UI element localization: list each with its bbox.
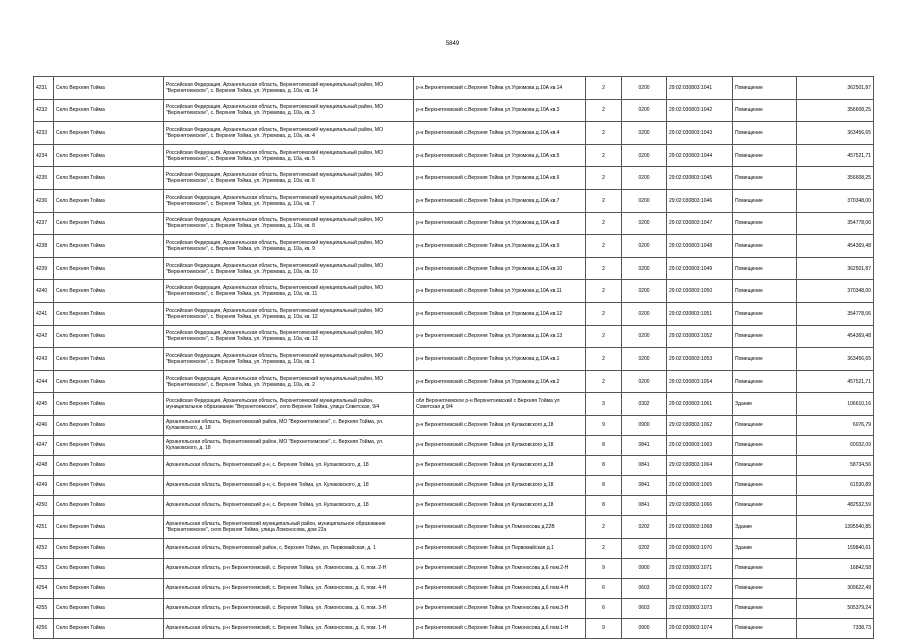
object-type-cell: Помещение bbox=[733, 558, 797, 578]
address-cell: Архангельская область, р-н Верхнетоемский, с. Верхняя Тойма, ул. Ломоносова, д. 6, пом. 3-Н bbox=[164, 598, 414, 618]
cadastral-number-cell: 29:02:030803:1062 bbox=[667, 415, 733, 435]
cadastral-value-cell: 362501,87 bbox=[797, 257, 874, 280]
row-number-cell: 4231 bbox=[34, 77, 54, 100]
cadastral-value-cell: 370348,00 bbox=[797, 280, 874, 303]
settlement-cell: Село Верхняя Тойма bbox=[54, 618, 164, 638]
settlement-cell: Село Верхняя Тойма bbox=[54, 257, 164, 280]
category-code-cell: 8 bbox=[586, 475, 622, 495]
type-code-cell: 0841 bbox=[622, 475, 667, 495]
type-code-cell: 0200 bbox=[622, 189, 667, 212]
category-code-cell: 2 bbox=[586, 302, 622, 325]
row-number-cell: 4237 bbox=[34, 212, 54, 235]
cadastral-number-cell: 29:02:030803:1043 bbox=[667, 122, 733, 145]
object-type-cell: Помещение bbox=[733, 257, 797, 280]
type-code-cell: 0200 bbox=[622, 325, 667, 348]
category-code-cell: 2 bbox=[586, 122, 622, 145]
location-cell: р-н Верхнетоемский с.Верхняя Тойма ул Первомайская д.1 bbox=[414, 538, 586, 558]
table-row bbox=[34, 495, 874, 515]
settlement-cell: Село Верхняя Тойма bbox=[54, 348, 164, 371]
settlement-cell: Село Верхняя Тойма bbox=[54, 435, 164, 455]
cadastral-number-cell: 29:02:030803:1053 bbox=[667, 348, 733, 371]
type-code-cell: 0200 bbox=[622, 144, 667, 167]
table-row bbox=[34, 435, 874, 455]
address-cell: Архангельская область, р-н Верхнетоемский, с. Верхняя Тойма, ул. Ломоносова, д. 6, пом. 4-Н bbox=[164, 578, 414, 598]
type-code-cell: 0841 bbox=[622, 455, 667, 475]
cadastral-value-cell: 1395540,85 bbox=[797, 515, 874, 538]
settlement-cell: Село Верхняя Тойма bbox=[54, 144, 164, 167]
address-cell: Российская Федерация, Архангельская область, Верхнетоемский муниципальный район, МО "Верхнетоемское", с. Верхняя Тойма, ул. Угрюмова, д. 10а, кв. 2 bbox=[164, 370, 414, 393]
type-code-cell: 0841 bbox=[622, 495, 667, 515]
type-code-cell: 0200 bbox=[622, 257, 667, 280]
settlement-cell: Село Верхняя Тойма bbox=[54, 538, 164, 558]
address-cell: Российская Федерация, Архангельская область, Верхнетоемский муниципальный район, МО "Верхнетоемское", с. Верхняя Тойма, ул. Угрюмова, д. 10а, кв. 7 bbox=[164, 189, 414, 212]
cadastral-value-cell: 363456,65 bbox=[797, 348, 874, 371]
row-number-cell: 4256 bbox=[34, 618, 54, 638]
object-type-cell: Помещение bbox=[733, 77, 797, 100]
cadastral-value-cell: 60032,09 bbox=[797, 435, 874, 455]
settlement-cell: Село Верхняя Тойма bbox=[54, 122, 164, 145]
table-row bbox=[34, 257, 874, 280]
table-row bbox=[34, 370, 874, 393]
object-type-cell: Помещение bbox=[733, 235, 797, 258]
type-code-cell: 0200 bbox=[622, 77, 667, 100]
category-code-cell: 8 bbox=[586, 495, 622, 515]
category-code-cell: 8 bbox=[586, 435, 622, 455]
category-code-cell: 8 bbox=[586, 455, 622, 475]
cadastral-number-cell: 29:02:030803:1070 bbox=[667, 538, 733, 558]
cadastral-value-cell: 106610,16 bbox=[797, 393, 874, 416]
location-cell: р-н Верхнетоемский с.Верхняя Тойма ул Кулаковского д.18 bbox=[414, 435, 586, 455]
type-code-cell: 0200 bbox=[622, 370, 667, 393]
cadastral-number-cell: 29:02:030803:1044 bbox=[667, 144, 733, 167]
table-row bbox=[34, 475, 874, 495]
row-number-cell: 4254 bbox=[34, 578, 54, 598]
object-type-cell: Помещение bbox=[733, 144, 797, 167]
row-number-cell: 4238 bbox=[34, 235, 54, 258]
type-code-cell: 0900 bbox=[622, 415, 667, 435]
row-number-cell: 4245 bbox=[34, 393, 54, 416]
location-cell: р-н Верхнетоемский с.Верхняя Тойма ул Угрюмова д.10А кв.2 bbox=[414, 370, 586, 393]
cadastral-value-cell: 363456,65 bbox=[797, 122, 874, 145]
page-number: 5849 bbox=[445, 41, 460, 47]
location-cell: р-н Верхнетоемский с.Верхняя Тойма ул Кулаковского д.18 bbox=[414, 415, 586, 435]
table-row bbox=[34, 99, 874, 122]
category-code-cell: 6 bbox=[586, 578, 622, 598]
settlement-cell: Село Верхняя Тойма bbox=[54, 415, 164, 435]
row-number-cell: 4232 bbox=[34, 99, 54, 122]
row-number-cell: 4246 bbox=[34, 415, 54, 435]
object-type-cell: Здание bbox=[733, 515, 797, 538]
row-number-cell: 4247 bbox=[34, 435, 54, 455]
address-cell: Российская Федерация, Архангельская область, Верхнетоемский муниципальный район, МО "Верхнетоемское", с. Верхняя Тойма, ул. Угрюмова, д. 10а, кв. 14 bbox=[164, 77, 414, 100]
address-cell: Российская Федерация, Архангельская область, Верхнетоемский муниципальный район, МО "Верхнетоемское", с. Верхняя Тойма, ул. Угрюмова, д. 10а, кв. 6 bbox=[164, 167, 414, 190]
location-cell: р-н Верхнетоемский с.Верхняя Тойма ул Угрюмова д.10А кв.11 bbox=[414, 280, 586, 303]
address-cell: Российская Федерация, Архангельская область, Верхнетоемский муниципальный район, МО "Верхнетоемское", с. Верхняя Тойма, ул. Угрюмова, д. 10а, кв. 11 bbox=[164, 280, 414, 303]
settlement-cell: Село Верхняя Тойма bbox=[54, 578, 164, 598]
location-cell: р-н Верхнетоемский с.Верхняя Тойма ул.Угрюмова д.10А кв.7 bbox=[414, 189, 586, 212]
table-row bbox=[34, 455, 874, 475]
settlement-cell: Село Верхняя Тойма bbox=[54, 495, 164, 515]
object-type-cell: Помещение bbox=[733, 475, 797, 495]
type-code-cell: 0900 bbox=[622, 558, 667, 578]
location-cell: р-н Верхнетоемский с.Верхняя Тойма ул Ломоносова д.6 пом.3-Н bbox=[414, 598, 586, 618]
address-cell: Архангельская область, Верхнетоемский р-н, с. Верхняя Тойма, ул. Кулаковского, д. 18 bbox=[164, 455, 414, 475]
location-cell: р-н Верхнетоемский с.Верхняя Тойма ул Кулаковского д.18 bbox=[414, 495, 586, 515]
location-cell: р-н Верхнетоемский с.Верхняя Тойма ул Ломоносова д.22В bbox=[414, 515, 586, 538]
location-cell: р-н Верхнетоемский с.Верхняя Тойма ул.Угрюмова д.10А кв.4 bbox=[414, 122, 586, 145]
type-code-cell: 0841 bbox=[622, 435, 667, 455]
cadastral-value-cell: 356608,25 bbox=[797, 99, 874, 122]
location-cell: р-н Верхнетоемский с.Верхняя Тойма ул Ломоносова д.6 пом.1-Н bbox=[414, 618, 586, 638]
cadastral-number-cell: 29:02:030803:1063 bbox=[667, 435, 733, 455]
settlement-cell: Село Верхняя Тойма bbox=[54, 475, 164, 495]
row-number-cell: 4236 bbox=[34, 189, 54, 212]
row-number-cell: 4250 bbox=[34, 495, 54, 515]
type-code-cell: 0202 bbox=[622, 515, 667, 538]
cadastral-number-cell: 29:02:030803:1049 bbox=[667, 257, 733, 280]
cadastral-value-cell: 354778,06 bbox=[797, 302, 874, 325]
object-type-cell: Помещение bbox=[733, 348, 797, 371]
cadastral-number-cell: 29:02:030803:1052 bbox=[667, 325, 733, 348]
cadastral-value-cell: 356608,25 bbox=[797, 167, 874, 190]
table-row bbox=[34, 415, 874, 435]
cadastral-number-cell: 29:02:030803:1068 bbox=[667, 515, 733, 538]
object-type-cell: Помещение bbox=[733, 495, 797, 515]
cadastral-number-cell: 29:02:030803:1054 bbox=[667, 370, 733, 393]
row-number-cell: 4249 bbox=[34, 475, 54, 495]
cadastral-value-cell: 482532,59 bbox=[797, 495, 874, 515]
cadastral-number-cell: 29:02:030803:1048 bbox=[667, 235, 733, 258]
object-type-cell: Помещение bbox=[733, 435, 797, 455]
object-type-cell: Помещение bbox=[733, 370, 797, 393]
location-cell: р-н Верхнетоемский с.Верхняя Тойма ул Угрюмова д.10А кв.3 bbox=[414, 99, 586, 122]
cadastral-number-cell: 29:02:030803:1051 bbox=[667, 302, 733, 325]
type-code-cell: 0200 bbox=[622, 167, 667, 190]
cadastral-value-cell: 505379,24 bbox=[797, 598, 874, 618]
row-number-cell: 4243 bbox=[34, 348, 54, 371]
location-cell: р-н Верхнетоемский с.Верхняя Тойма ул Угрюмова д.10А кв.10 bbox=[414, 257, 586, 280]
table-row bbox=[34, 235, 874, 258]
type-code-cell: 0200 bbox=[622, 212, 667, 235]
table-row bbox=[34, 77, 874, 100]
location-cell: р-н.Верхнетоемский с.Верхняя Тойма ул.Угрюмова д.10А кв.9 bbox=[414, 235, 586, 258]
type-code-cell: 0200 bbox=[622, 348, 667, 371]
object-type-cell: Помещение bbox=[733, 415, 797, 435]
location-cell: р-н Верхнетоемский с.Верхняя Тойма ул Кулаковского д.18 bbox=[414, 475, 586, 495]
row-number-cell: 4248 bbox=[34, 455, 54, 475]
cadastral-value-cell: 457521,71 bbox=[797, 370, 874, 393]
object-type-cell: Помещение bbox=[733, 167, 797, 190]
cadastral-number-cell: 29:02:030803:1042 bbox=[667, 99, 733, 122]
category-code-cell: 9 bbox=[586, 618, 622, 638]
registry-table bbox=[33, 76, 874, 639]
category-code-cell: 2 bbox=[586, 144, 622, 167]
table-row bbox=[34, 515, 874, 538]
category-code-cell: 2 bbox=[586, 348, 622, 371]
settlement-cell: Село Верхняя Тойма bbox=[54, 212, 164, 235]
row-number-cell: 4251 bbox=[34, 515, 54, 538]
object-type-cell: Помещение bbox=[733, 598, 797, 618]
location-cell: р-н Верхнетоемский с.Верхняя Тойма ул Ломоносова д.6 пом.4-Н bbox=[414, 578, 586, 598]
address-cell: Архангельская область, р-н Верхнетоемский, с. Верхняя Тойма, ул. Ломоносова, д. 6, пом. 1-Н bbox=[164, 618, 414, 638]
category-code-cell: 2 bbox=[586, 515, 622, 538]
location-cell: р-н Верхнетоемский с.Верхняя Тойма ул Угрюмова д.10А кв.8 bbox=[414, 212, 586, 235]
object-type-cell: Здание bbox=[733, 538, 797, 558]
category-code-cell: 2 bbox=[586, 235, 622, 258]
settlement-cell: Село Верхняя Тойма bbox=[54, 167, 164, 190]
row-number-cell: 4252 bbox=[34, 538, 54, 558]
object-type-cell: Помещение bbox=[733, 280, 797, 303]
type-code-cell: 0603 bbox=[622, 578, 667, 598]
category-code-cell: 2 bbox=[586, 99, 622, 122]
cadastral-value-cell: 159840,61 bbox=[797, 538, 874, 558]
cadastral-number-cell: 29:02:030803:1073 bbox=[667, 598, 733, 618]
category-code-cell: 3 bbox=[586, 393, 622, 416]
cadastral-value-cell: 7338,73 bbox=[797, 618, 874, 638]
row-number-cell: 4253 bbox=[34, 558, 54, 578]
address-cell: Архангельская область, Верхнетоемский р-н, с. Верхняя Тойма, ул. Кулаковского, д. 18 bbox=[164, 495, 414, 515]
cadastral-number-cell: 29:02:030803:1064 bbox=[667, 455, 733, 475]
object-type-cell: Помещение bbox=[733, 302, 797, 325]
settlement-cell: Село Верхняя Тойма bbox=[54, 280, 164, 303]
cadastral-number-cell: 29:02:030803:1050 bbox=[667, 280, 733, 303]
object-type-cell: Помещение bbox=[733, 212, 797, 235]
object-type-cell: Здание bbox=[733, 393, 797, 416]
table-row bbox=[34, 122, 874, 145]
object-type-cell: Помещение bbox=[733, 578, 797, 598]
cadastral-value-cell: 454369,48 bbox=[797, 325, 874, 348]
address-cell: Российская Федерация, Архангельская область, Верхнетоемский муниципальный район, МО "Верхнетоемское", с. Верхняя Тойма, ул. Угрюмова, д. 10а, кв. 13 bbox=[164, 325, 414, 348]
settlement-cell: Село Верхняя Тойма bbox=[54, 77, 164, 100]
category-code-cell: 2 bbox=[586, 325, 622, 348]
cadastral-number-cell: 29:02:030803:1065 bbox=[667, 475, 733, 495]
category-code-cell: 2 bbox=[586, 280, 622, 303]
type-code-cell: 0200 bbox=[622, 280, 667, 303]
type-code-cell: 0200 bbox=[622, 235, 667, 258]
category-code-cell: 2 bbox=[586, 167, 622, 190]
address-cell: Российская Федерация, Архангельская область, Верхнетоемский муниципальный район, МО "Верхнетоемское", с. Верхняя Тойма, ул. Угрюмова, д. 10а, кв. 5 bbox=[164, 144, 414, 167]
type-code-cell: 0302 bbox=[622, 393, 667, 416]
cadastral-number-cell: 29:02:030803:1066 bbox=[667, 495, 733, 515]
address-cell: Архангельская область, Верхнетоемский район, МО "Верхнетоемское", с. Верхняя Тойма, ул. Кулаковского, д. 18 bbox=[164, 415, 414, 435]
cadastral-number-cell: 29:02:030803:1045 bbox=[667, 167, 733, 190]
row-number-cell: 4234 bbox=[34, 144, 54, 167]
table-row bbox=[34, 618, 874, 638]
table-row bbox=[34, 538, 874, 558]
address-cell: Архангельская область, Верхнетоемский район, с. Верхняя Тойма, ул. Первомайская, д. 1 bbox=[164, 538, 414, 558]
category-code-cell: 9 bbox=[586, 558, 622, 578]
row-number-cell: 4240 bbox=[34, 280, 54, 303]
category-code-cell: 2 bbox=[586, 189, 622, 212]
object-type-cell: Помещение bbox=[733, 189, 797, 212]
object-type-cell: Помещение bbox=[733, 325, 797, 348]
object-type-cell: Помещение bbox=[733, 618, 797, 638]
table-row bbox=[34, 167, 874, 190]
cadastral-value-cell: 6076,79 bbox=[797, 415, 874, 435]
type-code-cell: 0200 bbox=[622, 122, 667, 145]
table-row bbox=[34, 348, 874, 371]
settlement-cell: Село Верхняя Тойма bbox=[54, 302, 164, 325]
location-cell: р-н Верхнетоемский с.Верхняя Тойма ул Кулаковского д.18 bbox=[414, 455, 586, 475]
type-code-cell: 0200 bbox=[622, 302, 667, 325]
address-cell: Российская Федерация, Архангельская область, Верхнетоемский муниципальный район, МО "Верхнетоемское", с. Верхняя Тойма, ул. Угрюмова, д. 10а, кв. 10 bbox=[164, 257, 414, 280]
cadastral-number-cell: 29:02:030803:1041 bbox=[667, 77, 733, 100]
location-cell: р-н Верхнетоемский с.Верхняя Тойма ул Угрюмова д.10А кв.6 bbox=[414, 167, 586, 190]
row-number-cell: 4244 bbox=[34, 370, 54, 393]
type-code-cell: 0202 bbox=[622, 538, 667, 558]
category-code-cell: 2 bbox=[586, 77, 622, 100]
table-row bbox=[34, 325, 874, 348]
row-number-cell: 4239 bbox=[34, 257, 54, 280]
address-cell: Архангельская область, р-н Верхнетоемский, с. Верхняя Тойма, ул. Ломоносова, д. 6, пом. 2-Н bbox=[164, 558, 414, 578]
row-number-cell: 4242 bbox=[34, 325, 54, 348]
address-cell: Архангельская область, Верхнетоемский муниципальный район, муниципальное образование "Верхнетоемское", село Верхняя Тойма, улица Ломоносова, дом 22а bbox=[164, 515, 414, 538]
settlement-cell: Село Верхняя Тойма bbox=[54, 99, 164, 122]
address-cell: Архангельская область, Верхнетоемский р-н, с. Верхняя Тойма, ул. Кулаковского, д. 18 bbox=[164, 475, 414, 495]
settlement-cell: Село Верхняя Тойма bbox=[54, 455, 164, 475]
address-cell: Российская Федерация, Архангельская область, Верхнетоемский муниципальный район, МО "Верхнетоемское", с. Верхняя Тойма, ул. Угрюмова, д. 10а, кв. 12 bbox=[164, 302, 414, 325]
address-cell: Архангельская область, Верхнетоемский район, МО "Верхнетоемское", с. Верхняя Тойма, ул. Кулаковского, д. 18 bbox=[164, 435, 414, 455]
object-type-cell: Помещение bbox=[733, 455, 797, 475]
settlement-cell: Село Верхняя Тойма bbox=[54, 515, 164, 538]
table-row bbox=[34, 598, 874, 618]
cadastral-value-cell: 362501,87 bbox=[797, 77, 874, 100]
table-row bbox=[34, 302, 874, 325]
address-cell: Российская Федерация, Архангельская область, Верхнетоемский муниципальный район, МО "Верхнетоемское", с. Верхняя Тойма, ул. Угрюмова, д. 10а, кв. 8 bbox=[164, 212, 414, 235]
category-code-cell: 2 bbox=[586, 212, 622, 235]
cadastral-value-cell: 61530,89 bbox=[797, 475, 874, 495]
cadastral-number-cell: 29:02:030803:1047 bbox=[667, 212, 733, 235]
table-body bbox=[34, 77, 874, 639]
category-code-cell: 6 bbox=[586, 598, 622, 618]
address-cell: Российская Федерация, Архангельская область, Верхнетоемский муниципальный район, муниципальное образование "Верхнетоемское", село Верхняя Тойма, улица Советская, 9/4 bbox=[164, 393, 414, 416]
cadastral-value-cell: 454369,48 bbox=[797, 235, 874, 258]
table-row bbox=[34, 144, 874, 167]
location-cell: обл Верхнетоемское р-н Верхнетоемский с Верхняя Тойма ул Советская д 9/4 bbox=[414, 393, 586, 416]
cadastral-value-cell: 16842,58 bbox=[797, 558, 874, 578]
settlement-cell: Село Верхняя Тойма bbox=[54, 325, 164, 348]
table-row bbox=[34, 393, 874, 416]
type-code-cell: 0900 bbox=[622, 618, 667, 638]
row-number-cell: 4255 bbox=[34, 598, 54, 618]
table-row bbox=[34, 189, 874, 212]
type-code-cell: 0603 bbox=[622, 598, 667, 618]
table-row bbox=[34, 558, 874, 578]
settlement-cell: Село Верхняя Тойма bbox=[54, 598, 164, 618]
row-number-cell: 4241 bbox=[34, 302, 54, 325]
cadastral-value-cell: 58734,56 bbox=[797, 455, 874, 475]
cadastral-value-cell: 370348,00 bbox=[797, 189, 874, 212]
location-cell: р-н Верхнетоемский с.Верхняя Тойма ул.Угрюмова д.10А кв.1 bbox=[414, 348, 586, 371]
cadastral-number-cell: 29:02:030803:1072 bbox=[667, 578, 733, 598]
settlement-cell: Село Верхняя Тойма bbox=[54, 393, 164, 416]
table-row bbox=[34, 280, 874, 303]
settlement-cell: Село Верхняя Тойма bbox=[54, 189, 164, 212]
table-row bbox=[34, 212, 874, 235]
table-row bbox=[34, 578, 874, 598]
cadastral-number-cell: 29:02:030803:1074 bbox=[667, 618, 733, 638]
settlement-cell: Село Верхняя Тойма bbox=[54, 370, 164, 393]
object-type-cell: Помещение bbox=[733, 122, 797, 145]
location-cell: р-н.Верхнетоемский с.Верхняя Тойма ул Угрюмова д.10А кв.5 bbox=[414, 144, 586, 167]
location-cell: р-н.Верхнетоемский с.Верхняя Тойма ул.Угрюмова д.10А кв.14 bbox=[414, 77, 586, 100]
location-cell: р-н Верхнетоемский с.Верхняя Тойма ул Ломоносова д.6 пом.2-Н bbox=[414, 558, 586, 578]
cadastral-value-cell: 354778,06 bbox=[797, 212, 874, 235]
category-code-cell: 2 bbox=[586, 538, 622, 558]
cadastral-value-cell: 457521,71 bbox=[797, 144, 874, 167]
category-code-cell: 2 bbox=[586, 370, 622, 393]
row-number-cell: 4235 bbox=[34, 167, 54, 190]
category-code-cell: 2 bbox=[586, 257, 622, 280]
cadastral-value-cell: 309622,49 bbox=[797, 578, 874, 598]
cadastral-number-cell: 29:02:030803:1071 bbox=[667, 558, 733, 578]
address-cell: Российская Федерация, Архангельская область, Верхнетоемский муниципальный район, МО "Верхнетоемское", с. Верхняя Тойма, ул. Угрюмова, д. 10а, кв. 4 bbox=[164, 122, 414, 145]
settlement-cell: Село Верхняя Тойма bbox=[54, 235, 164, 258]
location-cell: р-н Верхнетоемский с.Верхняя Тойма ул Угрюмова д.10А кв.12 bbox=[414, 302, 586, 325]
settlement-cell: Село Верхняя Тойма bbox=[54, 558, 164, 578]
address-cell: Российская Федерация, Архангельская область, Верхнетоемский муниципальный район, МО "Верхнетоемское", с. Верхняя Тойма, ул. Угрюмова, д. 10а, кв. 1 bbox=[164, 348, 414, 371]
cadastral-number-cell: 29:02:030803:1046 bbox=[667, 189, 733, 212]
cadastral-number-cell: 29:02:030803:1061 bbox=[667, 393, 733, 416]
row-number-cell: 4233 bbox=[34, 122, 54, 145]
type-code-cell: 0200 bbox=[622, 99, 667, 122]
object-type-cell: Помещение bbox=[733, 99, 797, 122]
address-cell: Российская Федерация, Архангельская область, Верхнетоемский муниципальный район, МО "Верхнетоемское", с. Верхняя Тойма, ул. Угрюмова, д. 10а, кв. 9 bbox=[164, 235, 414, 258]
location-cell: р-н Верхнетоемский с.Верхняя Тойма ул.Угрюмова д.10А кв.13 bbox=[414, 325, 586, 348]
category-code-cell: 9 bbox=[586, 415, 622, 435]
address-cell: Российская Федерация, Архангельская область, Верхнетоемский муниципальный район, МО "Верхнетоемское", с. Верхняя Тойма, ул. Угрюмова, д. 10а, кв. 3 bbox=[164, 99, 414, 122]
